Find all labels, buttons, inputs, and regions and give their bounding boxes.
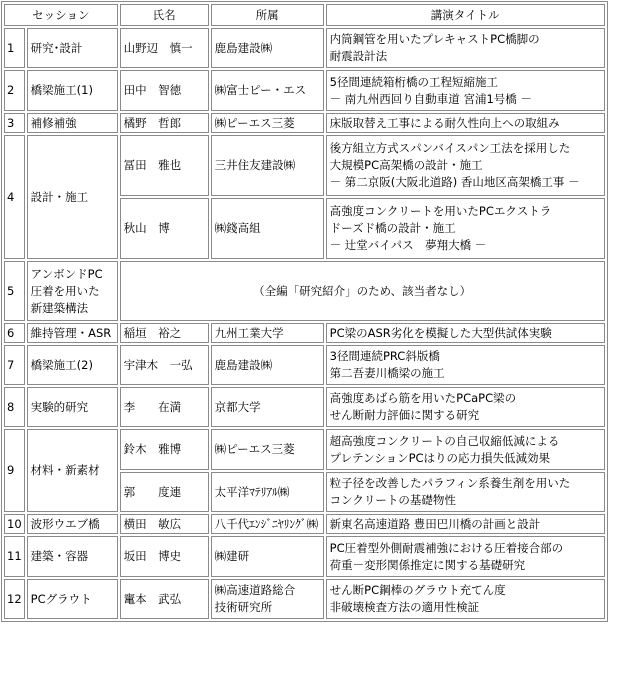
table-row xyxy=(4,579,605,619)
session-number: 3 xyxy=(4,113,25,133)
talk-title-line: せん断耐力評価に関する研究 xyxy=(329,408,480,422)
talk-title xyxy=(326,514,605,534)
talk-title-line: 高強度コンクリートを用いたPCエクストラ xyxy=(329,204,552,218)
session-name xyxy=(27,261,118,321)
header-title: 講演タイトル xyxy=(326,4,605,26)
session-name: PCグラウト xyxy=(27,579,118,619)
talk-title-line: 第二吾妻川橋梁の施工 xyxy=(329,366,445,380)
speaker-affiliation: 三井住友建設㈱ xyxy=(211,135,324,196)
table-row xyxy=(4,261,605,321)
talk-title-line: 高強度あばら筋を用いたPCaPC梁の xyxy=(329,391,517,405)
talk-title-line: 耐震設計法 xyxy=(329,49,388,63)
session-name: 維持管理・ASR xyxy=(27,323,118,343)
speaker-affiliation: ㈱錢高組 xyxy=(211,198,324,259)
talk-title xyxy=(326,28,605,68)
table-row xyxy=(4,135,605,196)
session-name: 材料・新素材 xyxy=(27,429,118,512)
table-row xyxy=(4,514,605,534)
talk-title-line: 内筒鋼管を用いたプレキャストPC橋脚の xyxy=(329,32,540,46)
table-row xyxy=(4,387,605,427)
talk-title-line: 床版取替え工事による耐久性向上への取組み xyxy=(329,115,560,130)
session-name: 波形ウエブ橋 xyxy=(27,514,118,534)
session-name: 実験的研究 xyxy=(27,387,118,427)
speaker-affiliation xyxy=(211,579,324,619)
session-name: 補修補強 xyxy=(27,113,118,133)
speaker-name: 坂田 博史 xyxy=(120,536,209,577)
talk-title xyxy=(326,472,605,512)
session-name: 橋梁施工(2) xyxy=(27,345,118,385)
speaker-affiliation: ㈱ピーエス三菱 xyxy=(211,113,324,133)
session-number: 4 xyxy=(4,135,25,259)
table-row xyxy=(4,28,605,68)
speaker-name: 郭 度連 xyxy=(120,472,209,512)
session-name: 研究･設計 xyxy=(27,28,118,68)
table-row xyxy=(4,113,605,133)
talk-title-line: せん断PC鋼棒のグラウト充てん度 xyxy=(329,583,506,597)
speaker-affiliation-line: ㈱高速道路総合 xyxy=(214,583,296,597)
talk-title-line: 荷重－変形関係推定に関する基礎研究 xyxy=(329,557,526,572)
speaker-name: 鈴木 雅博 xyxy=(120,429,209,470)
speaker-affiliation: 八千代ｴﾝｼﾞﾆﾔﾘﾝｸﾞ㈱ xyxy=(211,514,324,534)
header-row xyxy=(4,4,605,26)
talk-title-line: 粒子径を改善したパラフィン系養生剤を用いた xyxy=(329,476,571,490)
talk-title-line: 大規模PC高架橋の設計・施工 xyxy=(329,158,483,172)
session-name: 設計・施工 xyxy=(27,135,118,259)
speaker-name: 李 在満 xyxy=(120,387,209,427)
speaker-name: 稲垣 裕之 xyxy=(120,323,209,343)
speaker-name: 山野辺 慎一 xyxy=(120,28,209,68)
talk-title xyxy=(326,387,605,427)
talk-title xyxy=(326,113,605,133)
session-name-line: 圧着を用いた xyxy=(30,283,100,298)
table-row xyxy=(4,70,605,111)
speaker-affiliation-line: 技術研究所 xyxy=(214,600,273,614)
session-number: 11 xyxy=(4,536,25,577)
talk-title-line: － 辻堂バイパス 夢翔大橋 － xyxy=(329,238,487,252)
talk-title xyxy=(326,70,605,111)
speaker-name: 横田 敏広 xyxy=(120,514,209,534)
speaker-affiliation: ㈱富士ピー・エス xyxy=(211,70,324,111)
speaker-affiliation: ㈱ピーエス三菱 xyxy=(211,429,324,470)
speaker-affiliation: 鹿島建設㈱ xyxy=(211,28,324,68)
session-number: 1 xyxy=(4,28,25,68)
talk-title-line: － 第二京阪(大阪北道路) 香山地区高架橋工事 － xyxy=(329,175,580,189)
header-affiliation: 所属 xyxy=(211,4,324,26)
talk-title-line: － 南九州西回り自動車道 宮浦1号橋 － xyxy=(329,91,532,106)
session-number: 5 xyxy=(4,261,25,321)
talk-title-line: 超高強度コンクリートの自己収縮低減による xyxy=(329,433,560,448)
session-number: 2 xyxy=(4,70,25,111)
table-row xyxy=(4,536,605,577)
session-number: 6 xyxy=(4,323,25,343)
table-row xyxy=(4,345,605,385)
session-number: 12 xyxy=(4,579,25,619)
session-number: 10 xyxy=(4,514,25,534)
talk-title-line: 5径間連続箱桁橋の工程短縮施工 xyxy=(329,74,498,89)
speaker-name: 冨田 雅也 xyxy=(120,135,209,196)
talk-title xyxy=(326,345,605,385)
session-name-line: アンボンドPC xyxy=(30,266,103,281)
talk-title-line: 3径間連続PRC斜版橋 xyxy=(329,349,440,363)
speaker-name: 宇津木 一弘 xyxy=(120,345,209,385)
talk-title xyxy=(326,536,605,577)
talk-title-line: 非破壊検査方法の適用性検証 xyxy=(329,600,480,614)
talk-title-line: ドーズド橋の設計・施工 xyxy=(329,221,456,235)
speaker-affiliation: 鹿島建設㈱ xyxy=(211,345,324,385)
session-name-line: 新建築構法 xyxy=(30,300,89,315)
table-row xyxy=(4,323,605,343)
speaker-name: 田中 智徳 xyxy=(120,70,209,111)
speaker-affiliation: 京都大学 xyxy=(211,387,324,427)
talk-title-line: 後方組立方式スパンバイスパン工法を採用した xyxy=(329,141,571,155)
session-name: 建築・容器 xyxy=(27,536,118,577)
session-number: 7 xyxy=(4,345,25,385)
speaker-affiliation: 九州工業大学 xyxy=(211,323,324,343)
sessions-table xyxy=(1,1,608,622)
talk-title xyxy=(326,323,605,343)
header-session: セッション xyxy=(4,4,118,26)
no-speaker-note: （全編「研究紹介」のため、該当者なし） xyxy=(120,261,605,321)
talk-title xyxy=(326,429,605,470)
talk-title xyxy=(326,198,605,259)
talk-title-line: PC圧着型外側耐震補強における圧着接合部の xyxy=(329,540,564,555)
header-name: 氏名 xyxy=(120,4,209,26)
speaker-name: 竃本 武弘 xyxy=(120,579,209,619)
session-name: 橋梁施工(1) xyxy=(27,70,118,111)
session-number: 8 xyxy=(4,387,25,427)
talk-title-line: PC梁のASR劣化を模擬した大型供試体実験 xyxy=(329,325,552,340)
speaker-name: 秋山 博 xyxy=(120,198,209,259)
talk-title-line: 新東名高速道路 豊田巴川橋の計画と設計 xyxy=(329,516,541,531)
speaker-affiliation: 太平洋ﾏﾃﾘｱﾙ㈱ xyxy=(211,472,324,512)
session-number: 9 xyxy=(4,429,25,512)
speaker-affiliation: ㈱建研 xyxy=(211,536,324,577)
talk-title-line: コンクリートの基礎物性 xyxy=(329,493,456,507)
talk-title-line: プレテンションPCはりの応力損失低減効果 xyxy=(329,450,551,465)
talk-title xyxy=(326,579,605,619)
talk-title xyxy=(326,135,605,196)
table-row xyxy=(4,429,605,470)
speaker-name: 橘野 哲郎 xyxy=(120,113,209,133)
